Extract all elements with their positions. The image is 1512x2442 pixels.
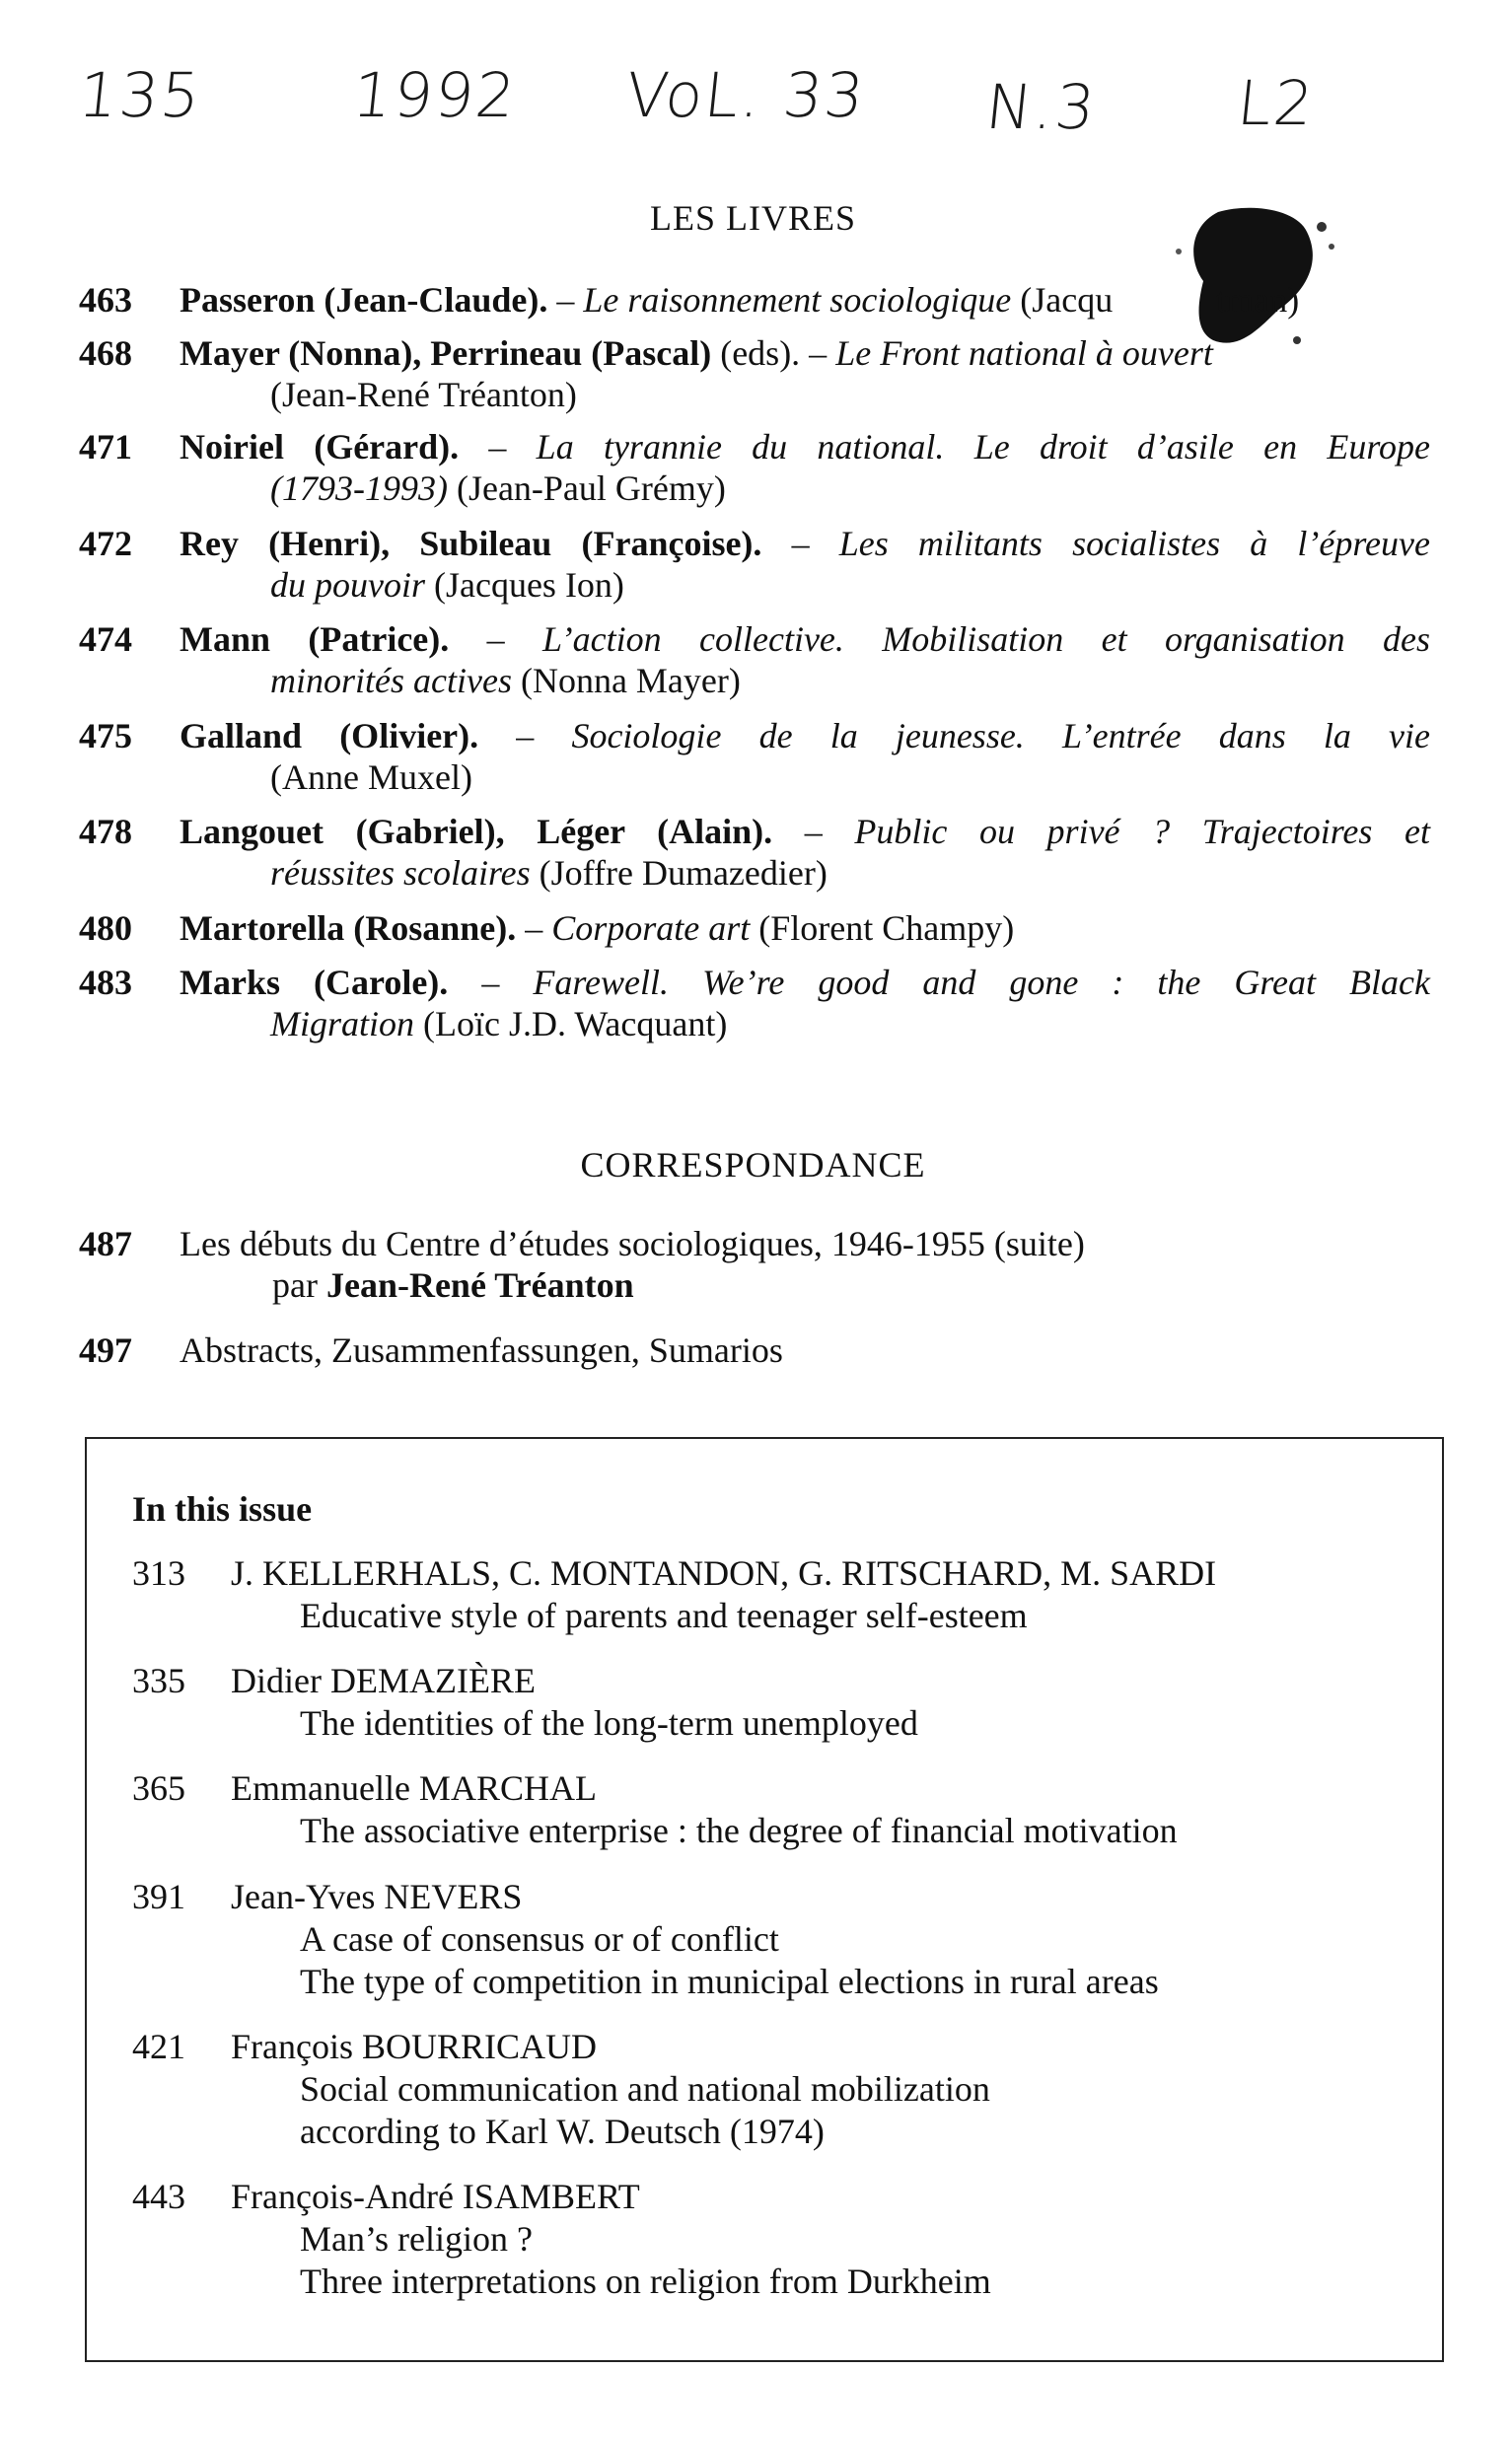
page-number: 471 [79, 427, 132, 467]
page-number: 475 [79, 716, 132, 755]
entry-title: La tyrannie du national. Le droit d’asile en Europe [536, 427, 1430, 467]
entry-reviewer: (Jacqu [1011, 280, 1114, 320]
in-this-issue-box [85, 1437, 1444, 2362]
book-review-entry [79, 907, 1430, 949]
entry-reviewer: (Jean-Paul Grémy) [447, 468, 726, 508]
entry-title: Sociologie de la jeunesse. L’entrée dans la vie [571, 716, 1430, 755]
page-number: 497 [79, 1330, 132, 1370]
entry-authors: Mayer (Nonna), Perrineau (Pascal) [180, 333, 712, 373]
article-title-line: Educative style of parents and teenager self-esteem [300, 1596, 1028, 1635]
entry-authors: Martorella (Rosanne). [180, 908, 517, 948]
entry-title-end: ouvert [1113, 333, 1213, 373]
entry-dash: – [516, 908, 552, 948]
article-page: 443 [132, 2177, 185, 2216]
page-number: 487 [79, 1224, 132, 1263]
correspondance-text: Abstracts, Zusammenfassungen, Sumarios [180, 1330, 783, 1370]
entry-reviewer: (Joffre Dumazedier) [530, 853, 828, 893]
article-title-line: The associative enterprise : the degree of financial motivation [300, 1811, 1178, 1850]
entry-dash: – [448, 963, 534, 1002]
issue-article [132, 2026, 1414, 2153]
entry-authors: Langouet (Gabriel), Léger (Alain). [180, 812, 773, 851]
entry-title: Farewell. We’re good and gone : the Great Black [533, 963, 1430, 1002]
article-page: 391 [132, 1877, 185, 1916]
correspondance-entry [79, 1223, 1430, 1306]
entry-authors: Marks (Carole). [180, 963, 449, 1002]
entry-authors: Mann (Patrice). [180, 619, 450, 659]
article-title-line: The identities of the long-term unemployed [300, 1703, 918, 1743]
entry-title: L’action collective. Mobilisation et organisation des [542, 619, 1430, 659]
in-this-issue-heading: In this issue [132, 1489, 313, 1529]
handwritten-issue: N.3 [982, 71, 1101, 143]
page-number: 474 [79, 619, 132, 659]
entry-dash: – [449, 619, 542, 659]
entry-reviewer: (Loïc J.D. Wacquant) [414, 1004, 728, 1043]
issue-article [132, 1660, 1414, 1745]
article-page: 335 [132, 1661, 185, 1700]
entry-title-cont: réussites scolaires [270, 853, 531, 893]
entry-title: Les militants socialistes à l’épreuve [838, 524, 1430, 563]
page-number: 483 [79, 963, 132, 1002]
entry-authors: Galland (Olivier). [180, 716, 479, 755]
book-review-entry [79, 332, 1430, 415]
issue-article [132, 1876, 1414, 2003]
book-review-entry [79, 811, 1430, 894]
entry-title: Le raisonnement sociologique [583, 280, 1012, 320]
article-title-line: Social communication and national mobilization [300, 2069, 990, 2109]
entry-reviewer: (Florent Champy) [750, 908, 1015, 948]
article-page: 421 [132, 2027, 185, 2066]
book-review-entry [79, 523, 1430, 606]
entry-reviewer: (Anne Muxel) [270, 757, 472, 797]
book-review-entry [79, 426, 1430, 509]
byline-author: Jean-René Tréanton [325, 1265, 634, 1305]
correspondance-text: Les débuts du Centre d’études sociologiques, 1946-1955 (suite) [180, 1224, 1085, 1263]
entry-authors: Rey (Henri), Subileau (Françoise). [180, 524, 762, 563]
article-author: Didier DEMAZIÈRE [231, 1661, 536, 1700]
entry-title-cont: minorités actives [270, 661, 512, 700]
entry-reviewer: (Jacques Ion) [425, 565, 624, 605]
entry-dash: – [761, 524, 839, 563]
book-review-entry [79, 962, 1430, 1044]
entry-title-cont: Migration [270, 1004, 415, 1043]
book-review-entry [79, 279, 1430, 321]
handwritten-call-number: 135 [75, 59, 206, 131]
section-heading-livres: LES LIVRES [649, 198, 856, 238]
handwritten-annotation [59, 59, 1381, 148]
page-number: 472 [79, 524, 132, 563]
page-number: 478 [79, 812, 132, 851]
byline-prefix: par [272, 1265, 326, 1305]
article-title-line: according to Karl W. Deutsch (1974) [300, 2112, 825, 2151]
entry-title: Public ou privé ? Trajectoires et [854, 812, 1431, 851]
entry-reviewer: (Nonna Mayer) [511, 661, 741, 700]
page-number: 463 [79, 280, 132, 320]
article-author: Emmanuelle MARCHAL [231, 1768, 597, 1808]
correspondance-entry [79, 1329, 1430, 1371]
article-author: Jean-Yves NEVERS [231, 1877, 523, 1916]
entry-reviewer-end: tman) [1216, 280, 1300, 320]
article-page: 313 [132, 1553, 185, 1593]
section-heading-correspondance: CORRESPONDANCE [580, 1145, 926, 1185]
issue-article [132, 1767, 1414, 1852]
issue-article [132, 1552, 1414, 1637]
entry-dash: (eds). – [711, 333, 836, 373]
article-page: 365 [132, 1768, 185, 1808]
entry-dash: – [459, 427, 537, 467]
article-title-line: A case of consensus or of conflict [300, 1919, 779, 1959]
handwritten-year: 1992 [349, 59, 521, 131]
article-title-line: Man’s religion ? [300, 2219, 533, 2259]
book-review-entry [79, 618, 1430, 701]
entry-authors: Noiriel (Gérard). [180, 427, 460, 467]
article-author: François BOURRICAUD [231, 2027, 598, 2066]
article-title-line: Three interpretations on religion from Durkheim [300, 2262, 991, 2301]
entry-dash: – [772, 812, 855, 851]
entry-title: Corporate art [551, 908, 751, 948]
entry-dash: – [478, 716, 572, 755]
handwritten-mark: L2 [1234, 67, 1319, 139]
entry-authors: Passeron (Jean-Claude). [180, 280, 548, 320]
article-author: J. KELLERHALS, C. MONTANDON, G. RITSCHARD, M. SARDI [231, 1553, 1217, 1593]
article-title-line: The type of competition in municipal elections in rural areas [300, 1962, 1159, 2001]
page-number: 468 [79, 333, 132, 373]
handwritten-volume: VoL. 33 [622, 59, 870, 131]
entry-reviewer: (Jean-René Tréanton) [270, 375, 577, 414]
entry-dash: – [547, 280, 584, 320]
book-review-entry [79, 715, 1430, 798]
page-number: 480 [79, 908, 132, 948]
entry-title-cont: (1793-1993) [270, 468, 448, 508]
issue-article [132, 2176, 1414, 2303]
entry-title: Le Front national à [835, 333, 1114, 373]
entry-title-cont: du pouvoir [270, 565, 425, 605]
article-author: François-André ISAMBERT [231, 2177, 640, 2216]
